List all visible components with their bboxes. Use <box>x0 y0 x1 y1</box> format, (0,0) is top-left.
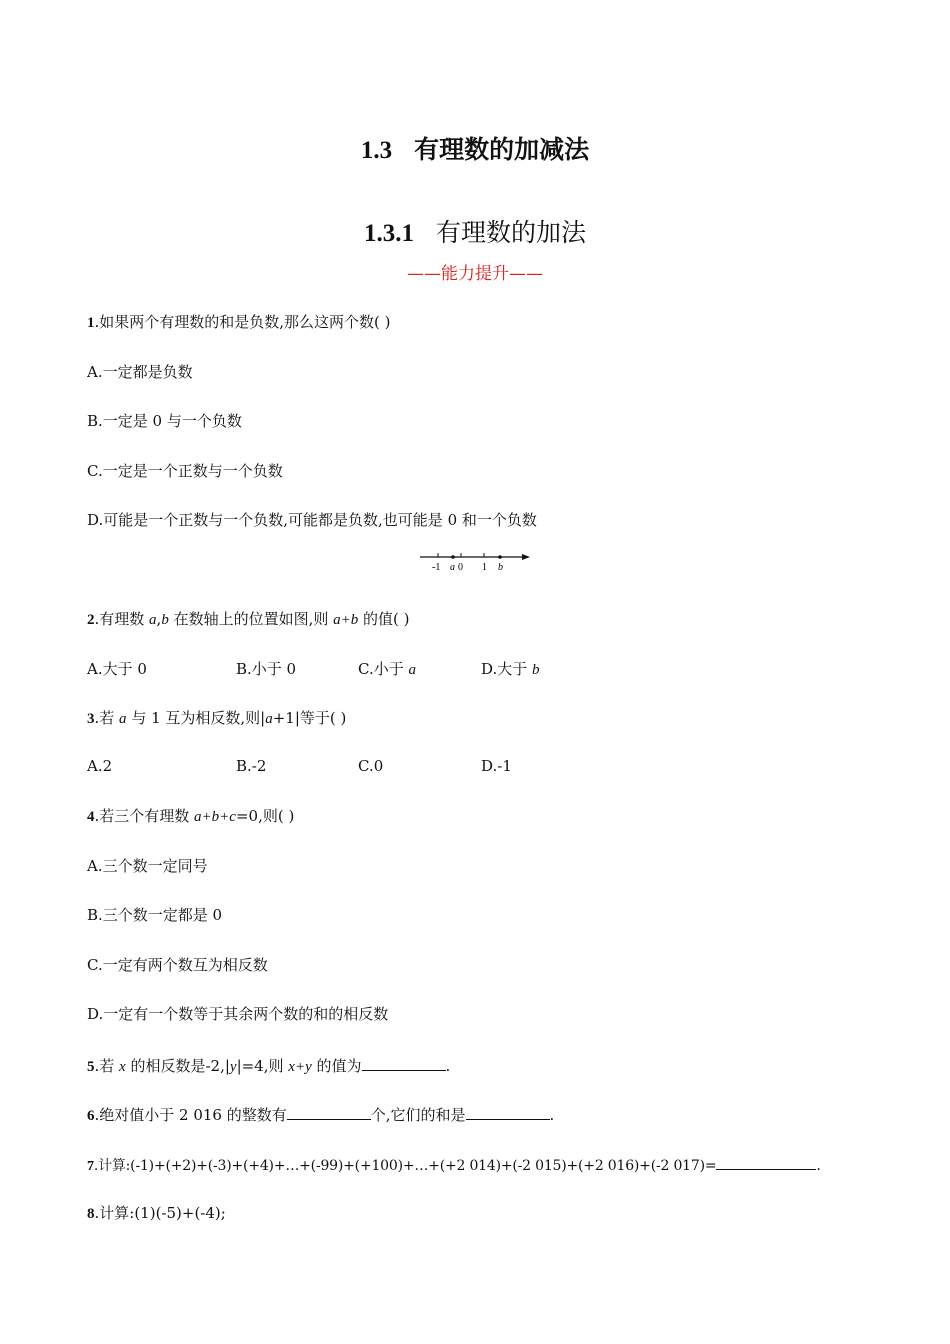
question-8 <box>87 1203 226 1224</box>
variable: y <box>229 1059 237 1075</box>
point-b <box>498 555 502 559</box>
stem-part: .绝对值小于 2 016 的整数有 <box>94 1106 287 1124</box>
question-number: 6 <box>87 1108 95 1124</box>
expression: a+b <box>333 612 359 628</box>
variable: a <box>408 662 416 678</box>
stem-part: .若 <box>94 1057 120 1075</box>
stem-part: 个,它们的和是 <box>370 1106 466 1124</box>
stem-part: .若三个有理数 <box>94 807 195 825</box>
q3-option-d: D.-1 <box>481 757 512 775</box>
variable: a <box>119 711 127 727</box>
q1-option-b: B.一定是 0 与一个负数 <box>87 412 242 430</box>
stem-part: =0,则( ) <box>235 807 295 825</box>
q4-option-b: B.三个数一定都是 0 <box>87 906 223 924</box>
question-4 <box>87 806 294 827</box>
stem-part: 的相反数是-2,| <box>125 1057 230 1075</box>
section-number: 1.3.1 <box>363 220 414 247</box>
label-b: b <box>498 562 503 573</box>
question-number: 8 <box>87 1206 95 1222</box>
number-line-figure <box>418 549 536 573</box>
stem-part: +1|等于( ) <box>272 709 347 727</box>
section-title-text: 有理数的加法 <box>435 218 586 247</box>
question-1 <box>87 312 391 333</box>
section-title <box>0 213 950 249</box>
question-number: 2 <box>87 612 95 628</box>
variable: a <box>265 711 273 727</box>
question-number: 3 <box>87 711 95 727</box>
q3-option-b: B.-2 <box>236 757 267 775</box>
stem-part: |=4,则 <box>236 1057 289 1075</box>
q1-option-c: C.一定是一个正数与一个负数 <box>87 462 283 480</box>
option-text: C.小于 <box>358 660 409 678</box>
question-number: 7 <box>87 1159 94 1174</box>
stem-part: 与 1 互为相反数,则| <box>126 709 266 727</box>
q2-option-c <box>358 659 416 680</box>
question-5 <box>87 1054 450 1077</box>
chapter-title <box>0 130 950 166</box>
stem-part: .有理数 <box>94 610 150 628</box>
stem-part: 的值( ) <box>358 610 410 628</box>
arrow-right-icon <box>522 554 530 560</box>
variable: b <box>161 612 169 628</box>
label-one: 1 <box>482 562 487 573</box>
q2-option-d <box>481 659 540 680</box>
option-text: D.大于 <box>481 660 533 678</box>
chapter-number: 1.3 <box>360 137 393 164</box>
expression: a+b+c <box>194 809 236 825</box>
stem-part: . <box>816 1158 821 1174</box>
stem-part: .计算:(-1)+(+2)+(-3)+(+4)+…+(-99)+(+100)+…+(+2 014)+(-2 015)+(+2 016)+(-2 017)= <box>93 1158 717 1174</box>
variable: a <box>149 612 157 628</box>
question-number: 5 <box>87 1059 95 1075</box>
label-minus-one: -1 <box>432 562 441 573</box>
chapter-title-text: 有理数的加减法 <box>414 135 590 164</box>
question-6 <box>87 1103 554 1126</box>
answer-blank[interactable] <box>287 1103 371 1120</box>
stem-part: . <box>549 1106 555 1124</box>
stem-part: , <box>156 610 162 628</box>
stem-part: 的值为 <box>311 1057 362 1075</box>
question-stem: .如果两个有理数的和是负数,那么这两个数( ) <box>94 313 391 331</box>
expression: x+y <box>288 1059 312 1075</box>
q4-option-c: C.一定有两个数互为相反数 <box>87 956 268 974</box>
stem-part: .计算:(1)(-5)+(-4); <box>94 1204 226 1222</box>
variable: x <box>119 1059 126 1075</box>
variable: b <box>532 662 540 678</box>
stem-part: .若 <box>94 709 120 727</box>
point-a <box>451 555 455 559</box>
answer-blank[interactable] <box>466 1103 550 1120</box>
question-7 <box>87 1153 821 1177</box>
q4-option-a: A.三个数一定同号 <box>87 857 208 875</box>
question-number: 1 <box>87 315 95 331</box>
label-zero: 0 <box>458 562 463 573</box>
q1-option-d: D.可能是一个正数与一个负数,可能都是负数,也可能是 0 和一个负数 <box>87 511 537 529</box>
q2-option-a: A.大于 0 <box>87 660 147 678</box>
answer-blank[interactable] <box>716 1153 816 1170</box>
question-3 <box>87 708 346 729</box>
stem-part: 在数轴上的位置如图,则 <box>168 610 334 628</box>
q3-option-c: C.0 <box>358 757 384 775</box>
q4-option-d: D.一定有一个数等于其余两个数的和的相反数 <box>87 1005 389 1023</box>
q3-option-a: A.2 <box>87 757 113 775</box>
q1-option-a: A.一定都是负数 <box>87 363 193 381</box>
label-a: a <box>450 562 455 573</box>
question-number: 4 <box>87 809 95 825</box>
answer-blank[interactable] <box>362 1054 446 1071</box>
q2-option-b: B.小于 0 <box>236 660 297 678</box>
question-2 <box>87 609 410 630</box>
stem-part: . <box>445 1057 451 1075</box>
ability-banner: ——能力提升—— <box>407 264 543 284</box>
